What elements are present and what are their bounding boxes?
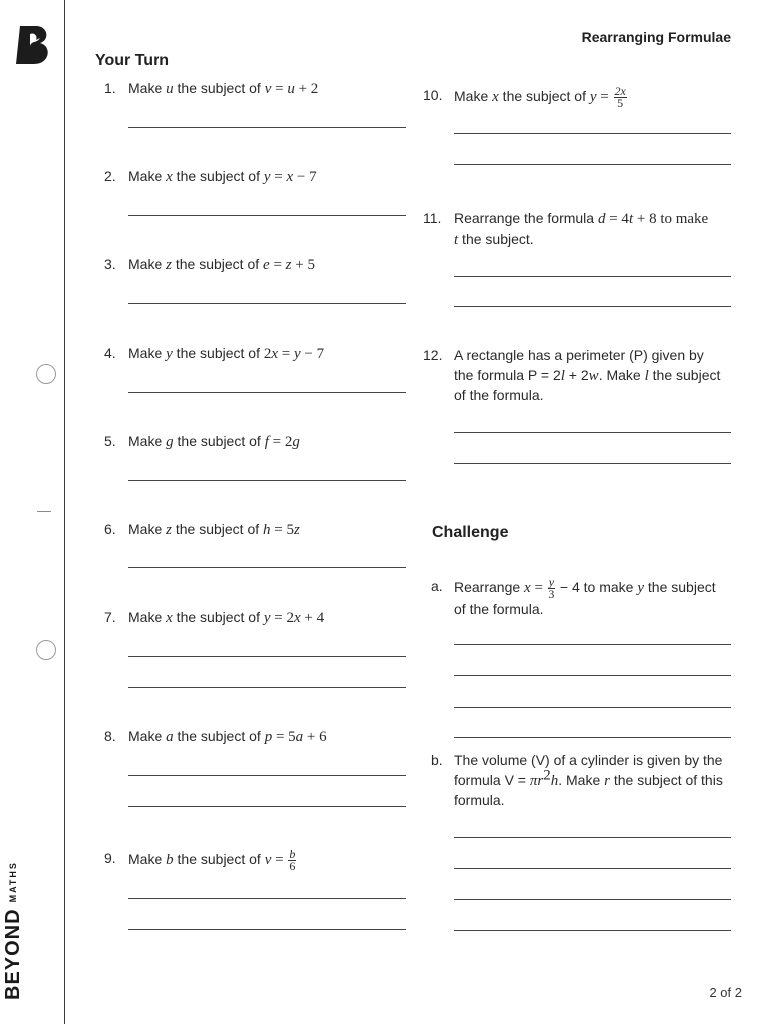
- question-text: Rearrange: [454, 579, 525, 596]
- question-text: of the formula.: [454, 601, 544, 617]
- question-number: 5.: [104, 433, 116, 449]
- math-var: p: [264, 729, 273, 745]
- question-text: A rectangle has a perimeter (P) given by: [454, 347, 704, 363]
- math-op: = 2: [268, 434, 293, 450]
- answer-line[interactable]: [128, 929, 406, 930]
- math-var: y: [637, 580, 645, 597]
- math-var: v: [264, 81, 272, 97]
- math-op: 2: [263, 346, 272, 362]
- answer-line[interactable]: [128, 303, 406, 304]
- math-op: − 7: [293, 169, 317, 185]
- math-var: t: [628, 211, 634, 227]
- punch-hole-icon: [36, 640, 56, 660]
- question-text: the subject of: [173, 433, 265, 449]
- question-number: a.: [431, 578, 443, 594]
- question-text: the subject of: [498, 88, 590, 105]
- question-number: 12.: [423, 347, 443, 363]
- math-var: a: [166, 729, 174, 745]
- question-text: Make: [128, 609, 167, 625]
- math-var: x: [166, 610, 173, 626]
- question-text: the subject of this: [609, 771, 723, 788]
- fraction-numerator: y: [548, 575, 555, 589]
- answer-line[interactable]: [128, 215, 406, 216]
- math-op: = 5: [272, 729, 296, 745]
- math-op: =: [596, 89, 613, 106]
- answer-line[interactable]: [454, 133, 731, 134]
- math-var: t: [454, 231, 459, 248]
- math-var: z: [294, 522, 300, 538]
- math-op: + 2: [294, 81, 319, 97]
- question-text: Make: [454, 88, 493, 105]
- answer-line[interactable]: [128, 775, 406, 776]
- math-var: d: [597, 211, 606, 227]
- math-var: π: [529, 772, 538, 789]
- math-op: =: [270, 169, 287, 185]
- answer-line[interactable]: [454, 306, 731, 307]
- math-op: =: [278, 346, 294, 362]
- answer-line[interactable]: [128, 127, 406, 128]
- answer-line[interactable]: [128, 656, 406, 657]
- answer-line[interactable]: [128, 567, 406, 568]
- question-text: formula V =: [454, 771, 530, 788]
- math-op: =: [269, 257, 286, 273]
- answer-line[interactable]: [128, 392, 406, 393]
- math-op: = 2: [270, 610, 294, 626]
- answer-line[interactable]: [454, 276, 731, 277]
- math-var: x: [524, 580, 531, 597]
- question-text: Make: [128, 851, 167, 868]
- math-op: = 5: [270, 522, 294, 538]
- answer-line[interactable]: [128, 898, 406, 899]
- math-op: + 8 to make: [633, 211, 709, 227]
- math-var: w: [588, 367, 599, 384]
- section-heading-your-turn: Your Turn: [95, 52, 170, 69]
- question-text: the subject of: [171, 256, 264, 272]
- math-op: =: [271, 852, 288, 869]
- math-op: =: [530, 580, 547, 597]
- question-text: Make: [128, 168, 167, 184]
- question-text: the subject of: [172, 345, 264, 361]
- question-text: Make: [128, 345, 167, 361]
- answer-line[interactable]: [454, 675, 731, 676]
- answer-line[interactable]: [128, 687, 406, 688]
- question-text: the subject of: [172, 168, 264, 184]
- fraction-denominator: 3: [548, 587, 555, 601]
- question-text: the subject.: [458, 230, 534, 247]
- page-title: Rearranging Formulae: [581, 29, 731, 45]
- answer-line[interactable]: [454, 463, 731, 464]
- fold-mark: [37, 511, 51, 512]
- page-number: 2 of 2: [709, 985, 742, 1000]
- math-op: − 7: [300, 346, 325, 362]
- question-text: Rearrange the formula: [454, 210, 598, 226]
- brand-word-maths: MATHS: [8, 861, 18, 903]
- math-var: r: [604, 772, 610, 789]
- fraction: [548, 577, 555, 600]
- answer-line[interactable]: [454, 899, 731, 900]
- brand-wordmark: [2, 861, 25, 1000]
- fraction-denominator: 5: [617, 96, 624, 110]
- section-heading-challenge: Challenge: [432, 524, 509, 541]
- question-11: [423, 209, 733, 249]
- question-number: 9.: [104, 850, 116, 866]
- question-text: the subject of: [172, 609, 264, 625]
- math-var: g: [166, 434, 174, 450]
- math-var: y: [166, 346, 173, 362]
- answer-line[interactable]: [454, 164, 731, 165]
- fraction-numerator: b: [289, 847, 296, 861]
- question-text: the subject: [644, 579, 716, 596]
- math-var: l: [644, 367, 649, 384]
- fraction: [614, 86, 627, 109]
- question-number: 3.: [104, 256, 116, 272]
- math-var: z: [166, 522, 172, 538]
- answer-line[interactable]: [454, 644, 731, 645]
- math-op: = 4: [605, 211, 629, 227]
- math-var: y: [263, 610, 271, 626]
- question-text: Make: [128, 256, 167, 272]
- math-var: e: [263, 257, 270, 273]
- answer-line[interactable]: [454, 432, 731, 433]
- math-var: g: [292, 434, 300, 450]
- question-number: 10.: [423, 87, 443, 103]
- question-number: 11.: [423, 210, 442, 226]
- math-var: y: [294, 346, 301, 362]
- question-text: the subject: [648, 366, 721, 383]
- math-op: + 4: [300, 610, 325, 626]
- math-var: l: [560, 367, 565, 384]
- question-text: . Make: [558, 771, 605, 788]
- math-var: b: [166, 852, 174, 869]
- question-text: Make: [128, 433, 167, 449]
- math-var: x: [286, 169, 294, 185]
- beyond-logo-icon: [14, 24, 52, 64]
- math-var: x: [166, 169, 173, 185]
- challenge-question-b: [431, 751, 733, 811]
- math-var: u: [287, 81, 295, 97]
- math-exponent: 2: [543, 766, 551, 783]
- question-text: formula.: [454, 792, 505, 808]
- fraction-numerator: 2x: [614, 84, 626, 98]
- answer-line[interactable]: [454, 930, 731, 931]
- question-text: of the formula.: [454, 387, 544, 403]
- question-number: 6.: [104, 521, 116, 537]
- answer-line[interactable]: [454, 737, 731, 738]
- fraction: [288, 849, 296, 872]
- math-var: h: [550, 772, 559, 789]
- answer-line[interactable]: [128, 806, 406, 807]
- question-text: Make: [128, 80, 167, 96]
- math-var: x: [294, 610, 301, 626]
- math-var: h: [263, 522, 271, 538]
- question-text: the subject of: [173, 851, 265, 868]
- math-var: u: [166, 81, 174, 97]
- punch-hole-icon: [36, 364, 56, 384]
- challenge-question-a: [431, 577, 733, 619]
- question-text: Make: [128, 728, 167, 744]
- brand-word-beyond: BEYOND: [2, 908, 24, 1000]
- math-var: a: [295, 729, 304, 745]
- math-var: y: [589, 89, 597, 106]
- math-var: v: [264, 852, 272, 869]
- question-text: − 4 to make: [556, 579, 638, 596]
- question-text: Make: [128, 521, 167, 537]
- math-var: x: [492, 89, 499, 106]
- math-var: z: [166, 257, 172, 273]
- question-number: b.: [431, 752, 443, 768]
- answer-line[interactable]: [454, 707, 731, 708]
- question-text: the subject of: [173, 80, 265, 96]
- question-text: . Make: [598, 366, 645, 383]
- question-text: the formula P = 2: [454, 366, 561, 383]
- question-number: 4.: [104, 345, 116, 361]
- question-number: 2.: [104, 168, 116, 184]
- math-op: =: [271, 81, 288, 97]
- math-var: y: [263, 169, 271, 185]
- question-text: the subject of: [171, 521, 264, 537]
- math-op: + 5: [291, 257, 315, 273]
- answer-line[interactable]: [454, 837, 731, 838]
- question-12: [423, 346, 733, 406]
- question-text: the subject of: [173, 728, 265, 744]
- question-text: The volume (V) of a cylinder is given by the: [454, 752, 723, 768]
- question-number: 8.: [104, 728, 116, 744]
- fraction-denominator: 6: [289, 859, 296, 873]
- answer-line[interactable]: [128, 480, 406, 481]
- question-number: 1.: [104, 80, 116, 96]
- math-var: z: [285, 257, 292, 273]
- math-op: + 6: [303, 729, 327, 745]
- math-var: x: [271, 346, 279, 362]
- question-text: + 2: [564, 366, 589, 383]
- math-var: r: [537, 772, 544, 789]
- math-var: f: [264, 434, 269, 450]
- question-number: 7.: [104, 609, 116, 625]
- margin-line: [64, 0, 65, 1024]
- answer-line[interactable]: [454, 868, 731, 869]
